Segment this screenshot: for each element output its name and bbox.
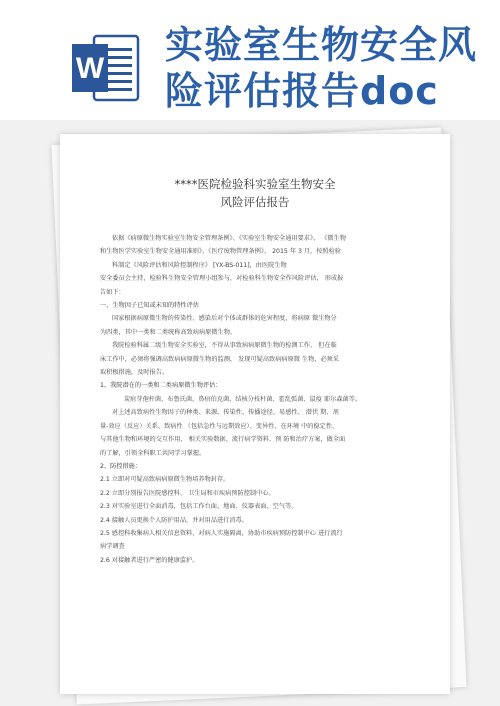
document-line: 安全委员会主持，检验科生物安全管理小组参与，对检验科生物安全作风险评估， 形成报 [100, 275, 344, 283]
document-line: 告如下： [100, 288, 125, 296]
document-line: 2.3 对实验室进行全面消毒，包括工作台面、地面、仪器表面、空气等。 [100, 503, 298, 511]
document-page [60, 134, 450, 694]
document-line: 2.6 对接触者进行严密的健康监护。 [100, 556, 199, 564]
document-line: 病学调查 [100, 543, 125, 551]
document-line: 2.4 接触人员更换个人防护用品，并对用品进行消毒。 [100, 516, 248, 524]
document-line: 炭疽芽孢杆菌、布鲁氏菌、鼻疽伯克菌、结核分枝杆菌、霍乱弧菌、鼠疫 耶尔森菌等。 [124, 395, 362, 403]
svg-text:W: W [75, 52, 105, 85]
document-line: 2.1 立即对可疑高致病病原微生物培养物封存。 [100, 476, 230, 484]
document-body [100, 232, 418, 567]
document-line: 我院检验科属二级生物安全实验室，不得从事致病病原微生物的检测工作， 但在临 [112, 342, 337, 350]
document-line: 一、生物因子已知或未知的特性评估 [100, 302, 199, 310]
document-line: 取积极措施，及时报告。 [100, 369, 169, 377]
page-title: 实验室生物安全风险评估报告doc [165, 23, 478, 113]
word-document-icon [70, 30, 140, 106]
document-line: 为四类，其中一类和二类统称高致病病原微生物。 [100, 328, 237, 336]
document-line: 2.5 感控科收集病人相关信息资料，对病人实施隔离，协助市疾病预防控制中心 进行流行 [100, 529, 343, 537]
document-line: 国家根据病原微生物的传染性、感染后对个体或群体的危害程度，将病原 微生物分 [112, 315, 337, 323]
document-line: 依据《病原微生物实验室生物安全管理条例》、《实验室生物安全通用要求》、 《微生物 [112, 235, 346, 242]
document-line: 床工作中，必须将强调高致病病原微生物的监测， 发现可疑高致病病原微 生物，必须采 [100, 355, 340, 363]
header [0, 0, 500, 120]
document-line: 科制定《风险评估和风险控制程序》 [YX-BS-011]，由医院生物 [112, 261, 287, 269]
document-line: 与其他生物和环境的交互作用、 相关实验数据、流行病学资料、预 防和治疗方案，做全面 [100, 436, 346, 444]
document-line: 量-效应（反应）关系、致病性 （包括急性与远期效应）、变异性、在环境 中的稳定性、 [100, 422, 339, 430]
document-line: 2、防控措施： [100, 462, 142, 470]
document-line: 1、我院潜在的一类和二类病原微生物评估： [100, 382, 222, 390]
document-preview [0, 120, 500, 706]
document-line: 和生物医学实验室生物安全通用准则》、《医疗废物管理条例》、 2015 年 3 月，按照检验 [100, 248, 341, 256]
document-title-line-1: ****医院检验科实验室生物安全 [174, 177, 336, 191]
document-line: 的了解，引领全科职工共同学习掌握。 [100, 449, 206, 457]
document-line: 对上述高致病性生物因子的种类、来源、传染性、传播途径、易感性、 潜伏 期、剂 [112, 409, 339, 417]
document-line: 2.2 立即分别报告医院感控科、 卫生局和市疾病预防控制中心。 [100, 489, 275, 497]
document-title-line-2: 风险评估报告 [220, 195, 290, 209]
